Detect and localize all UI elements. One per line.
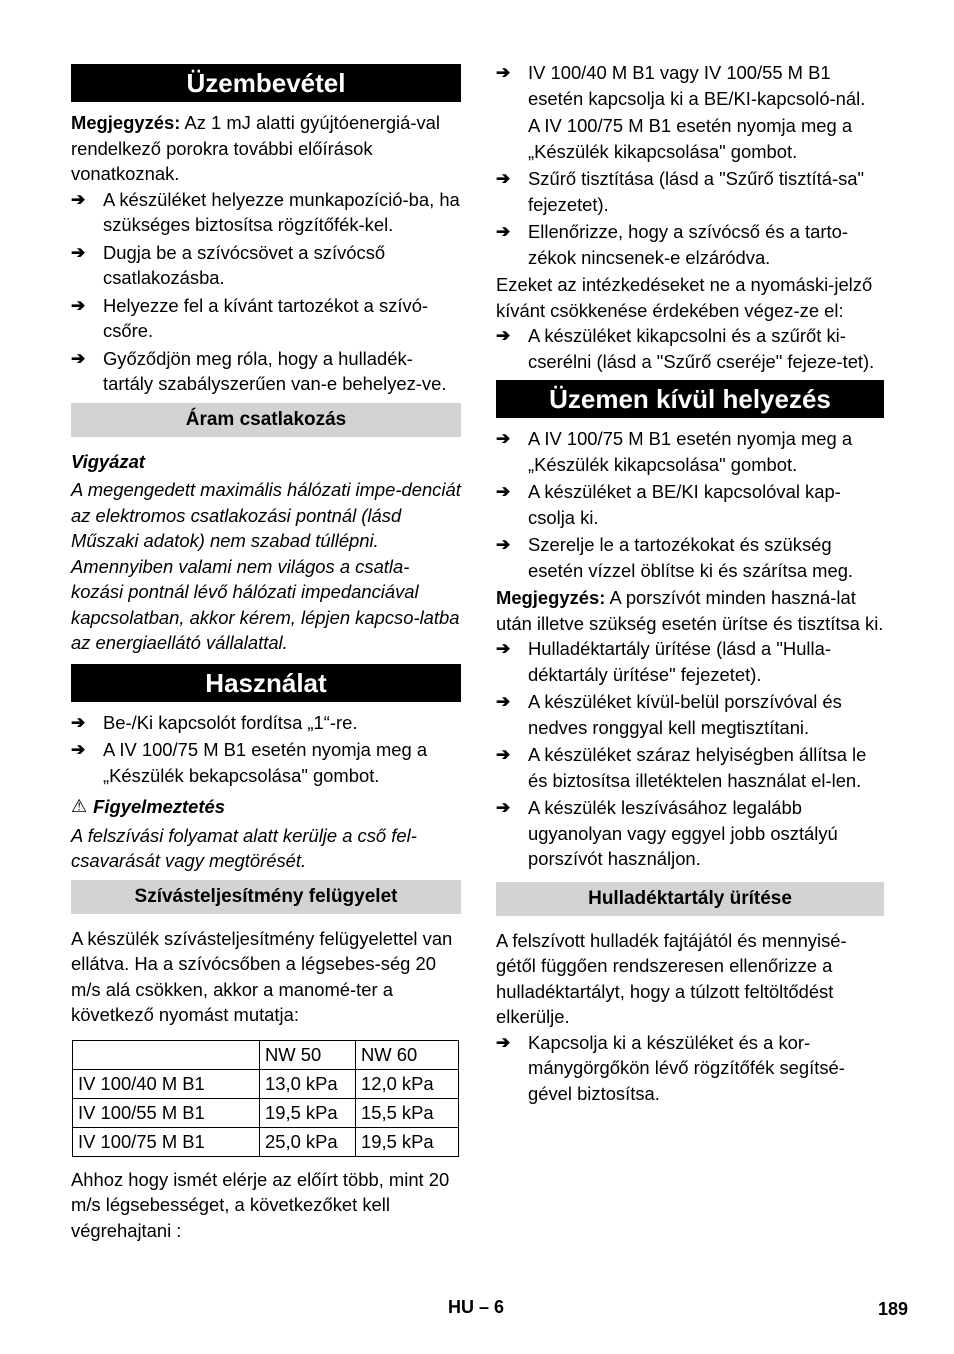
list-item <box>496 742 884 793</box>
list-item <box>496 636 884 687</box>
arrow-right-icon: ➔ <box>71 242 86 262</box>
list-item-text: IV 100/40 M B1 vagy IV 100/55 M B1 esetén kapcsolja ki a BE/KI-kapcsoló-nál. <box>528 62 866 109</box>
arrow-right-icon: ➔ <box>496 326 511 345</box>
heading-szivasteljesitmeny: Szívásteljesítmény felügyelet <box>71 880 461 914</box>
warning-text: A felszívási folyamat alatt kerülje a cső fel-csavarását vagy megtörését. <box>71 824 417 871</box>
arrow-right-icon: ➔ <box>71 740 86 759</box>
arrow-right-icon: ➔ <box>496 63 511 82</box>
arrow-right-icon: ➔ <box>496 222 511 241</box>
table-cell: 13,0 kPa <box>260 1069 356 1098</box>
warning-triangle-icon: ⚠ <box>71 796 88 816</box>
arrow-right-icon: ➔ <box>71 348 86 368</box>
footer-language-code: HU – 6 <box>448 1297 505 1317</box>
list-item-text: A IV 100/75 M B1 esetén nyomja meg a „Készülék bekapcsolása" gombot. <box>103 739 428 786</box>
list-item-text: A készüléket kívül-belül porszívóval és nedves ronggyal kell megtisztítani. <box>528 691 842 738</box>
list-item <box>496 60 884 111</box>
table-cell: 25,0 kPa <box>260 1127 356 1156</box>
heading-uzembevetel: Üzembevétel <box>71 64 461 102</box>
warning-heading <box>71 794 461 820</box>
arrow-right-icon: ➔ <box>496 169 511 188</box>
heading-hulladektartaly-uritese: Hulladéktartály ürítése <box>496 882 884 916</box>
note-paragraph <box>71 110 461 187</box>
arrow-right-icon: ➔ <box>496 1032 511 1052</box>
list-item-text: A készüléket száraz helyiségben állítsa le és biztosítsa illetéktelen használat el-len. <box>528 744 867 791</box>
list-item-text: A készüléket kikapcsolni és a szűrőt ki-cserélni (lásd a "Szűrő cseréje" fejeze-tet). <box>528 325 875 372</box>
list-item <box>496 479 884 530</box>
table-cell: IV 100/40 M B1 <box>73 1069 260 1098</box>
list-item-text: A készüléket a BE/KI kapcsolóval kap-csolja ki. <box>528 481 841 528</box>
list-item <box>71 737 461 788</box>
table-header-row <box>73 1040 459 1069</box>
list-item <box>496 532 884 583</box>
list-item <box>496 689 884 740</box>
arrow-right-icon: ➔ <box>496 692 511 711</box>
list-item-text: Ellenőrizze, hogy a szívócső és a tarto-zékok nincsenek-e elzáródva. <box>528 221 848 268</box>
list-item <box>71 710 461 736</box>
note-label: Megjegyzés: <box>71 112 181 133</box>
szivas-paragraph: A készülék szívásteljesítmény felügyelettel van ellátva. Ha a szívócsőben a légsebes-ség 20 m/s alá csökken, akkor a manomé-ter a következő nyomást mutatja: <box>71 927 453 1025</box>
right-column <box>496 60 884 1108</box>
list-item-text: Helyezze fel a kívánt tartozékot a szívó-csőre. <box>103 294 429 341</box>
arrow-right-icon: ➔ <box>71 712 86 732</box>
table-cell: 19,5 kPa <box>356 1127 459 1156</box>
heading-aram-csatlakozas: Áram csatlakozás <box>71 403 461 437</box>
arrow-right-icon: ➔ <box>71 295 86 315</box>
list-item-text: Győződjön meg róla, hogy a hulladék-tartály szabályszerűen van-e behelyez-ve. <box>103 347 447 394</box>
left-column <box>71 60 461 1243</box>
list-item-text: Dugja be a szívócsövet a szívócső csatlakozásba. <box>103 241 386 288</box>
table-cell: 12,0 kPa <box>356 1069 459 1098</box>
list-item <box>496 1030 884 1107</box>
list-item-text: Kapcsolja ki a készüléket és a kor-mánygörgőkön lévő rögzítőfék segítsé-gével biztosítsa. <box>528 1031 845 1104</box>
table-cell <box>73 1040 260 1069</box>
table-cell: 15,5 kPa <box>356 1098 459 1127</box>
arrow-right-icon: ➔ <box>496 429 511 448</box>
table-row <box>73 1127 459 1156</box>
note-text: A porszívót minden haszná-lat után illetve szükség esetén ürítse és tisztítsa ki. <box>496 587 884 634</box>
list-item <box>496 166 884 217</box>
list-item-text: Be-/Ki kapcsolót fordítsa „1“-re. <box>103 711 358 733</box>
note-paragraph <box>496 585 884 636</box>
list-item-text: Hulladéktartály ürítése (lásd a "Hulla-déktartály ürítése" fejezetet). <box>528 638 831 685</box>
pressure-table <box>72 1040 459 1157</box>
table-row <box>73 1069 459 1098</box>
list-item-text: A készüléket helyezze munkapozíció-ba, ha szükséges biztosítsa rögzítőfék-kel. <box>103 188 460 235</box>
list-item <box>496 795 884 872</box>
list-item-text: A készülék leszívásához legalább ugyanolyan vagy eggyel jobb osztályú porszívót használjon. <box>528 797 838 869</box>
arrow-right-icon: ➔ <box>496 798 511 817</box>
list-item-continuation: A IV 100/75 M B1 esetén nyomja meg a „Készülék kikapcsolása" gombot. <box>528 115 853 162</box>
note-text: Az 1 mJ alatti gyújtóenergiá-val rendelkező porokra további előírások vonatkoznak. <box>71 112 441 184</box>
list-item <box>496 219 884 270</box>
list-item-text: Szerelje le a tartozékokat és szükség esetén vízzel öblítse ki és szárítsa meg. <box>528 534 854 581</box>
table-cell: IV 100/55 M B1 <box>73 1098 260 1127</box>
note-label: Megjegyzés: <box>496 587 606 608</box>
list-item <box>496 323 884 374</box>
arrow-right-icon: ➔ <box>496 535 511 554</box>
measures-paragraph: Ezeket az intézkedéseket ne a nyomáski-jelző kívánt csökkenése érdekében végez-ze el: <box>496 274 873 321</box>
table-row <box>73 1098 459 1127</box>
table-cell: IV 100/75 M B1 <box>73 1127 260 1156</box>
heading-uzemen-kivul-helyezes: Üzemen kívül helyezés <box>496 380 884 418</box>
heading-hasznalat: Használat <box>71 664 461 702</box>
after-table-paragraph: Ahhoz hogy ismét elérje az előírt több, mint 20 m/s légsebességet, a következőket kell végrehajtani : <box>71 1168 450 1241</box>
table-cell: NW 60 <box>356 1040 459 1069</box>
list-item <box>71 293 461 344</box>
list-item-text: Szűrő tisztítása (lásd a "Szűrő tisztítá-sa" fejezetet). <box>528 168 865 215</box>
table-cell: NW 50 <box>260 1040 356 1069</box>
arrow-right-icon: ➔ <box>496 639 511 658</box>
hulladek-paragraph: A felszívott hulladék fajtájától és mennyisé-gétől függően rendszeresen ellenőrizze a hulladéktartályt, hogy a túlzott feltöltődést elkerülje. <box>496 929 847 1027</box>
footer-page-number: 189 <box>878 1299 909 1319</box>
arrow-right-icon: ➔ <box>496 482 511 501</box>
arrow-right-icon: ➔ <box>496 745 511 764</box>
table-cell: 19,5 kPa <box>260 1098 356 1127</box>
caution-text: A megengedett maximális hálózati impe-denciát az elektromos csatlakozási pontnál (lásd Műszaki adatok) nem szabad túllépni. Amennyiben valami nem világos a csatla-kozási pontnál lévő hálózati impedanciával kapcsolatban, akkor kérem, lépjen kapcso-latba az energiaellátó vállalattal. <box>71 479 461 653</box>
list-item <box>71 346 461 397</box>
list-item <box>496 426 884 477</box>
warning-title: Figyelmeztetés <box>93 796 225 817</box>
list-item-text: A IV 100/75 M B1 esetén nyomja meg a „Készülék kikapcsolása" gombot. <box>528 428 853 475</box>
caution-title: Vigyázat <box>71 450 145 472</box>
list-item <box>71 187 461 238</box>
arrow-right-icon: ➔ <box>71 189 86 209</box>
list-item <box>71 240 461 291</box>
